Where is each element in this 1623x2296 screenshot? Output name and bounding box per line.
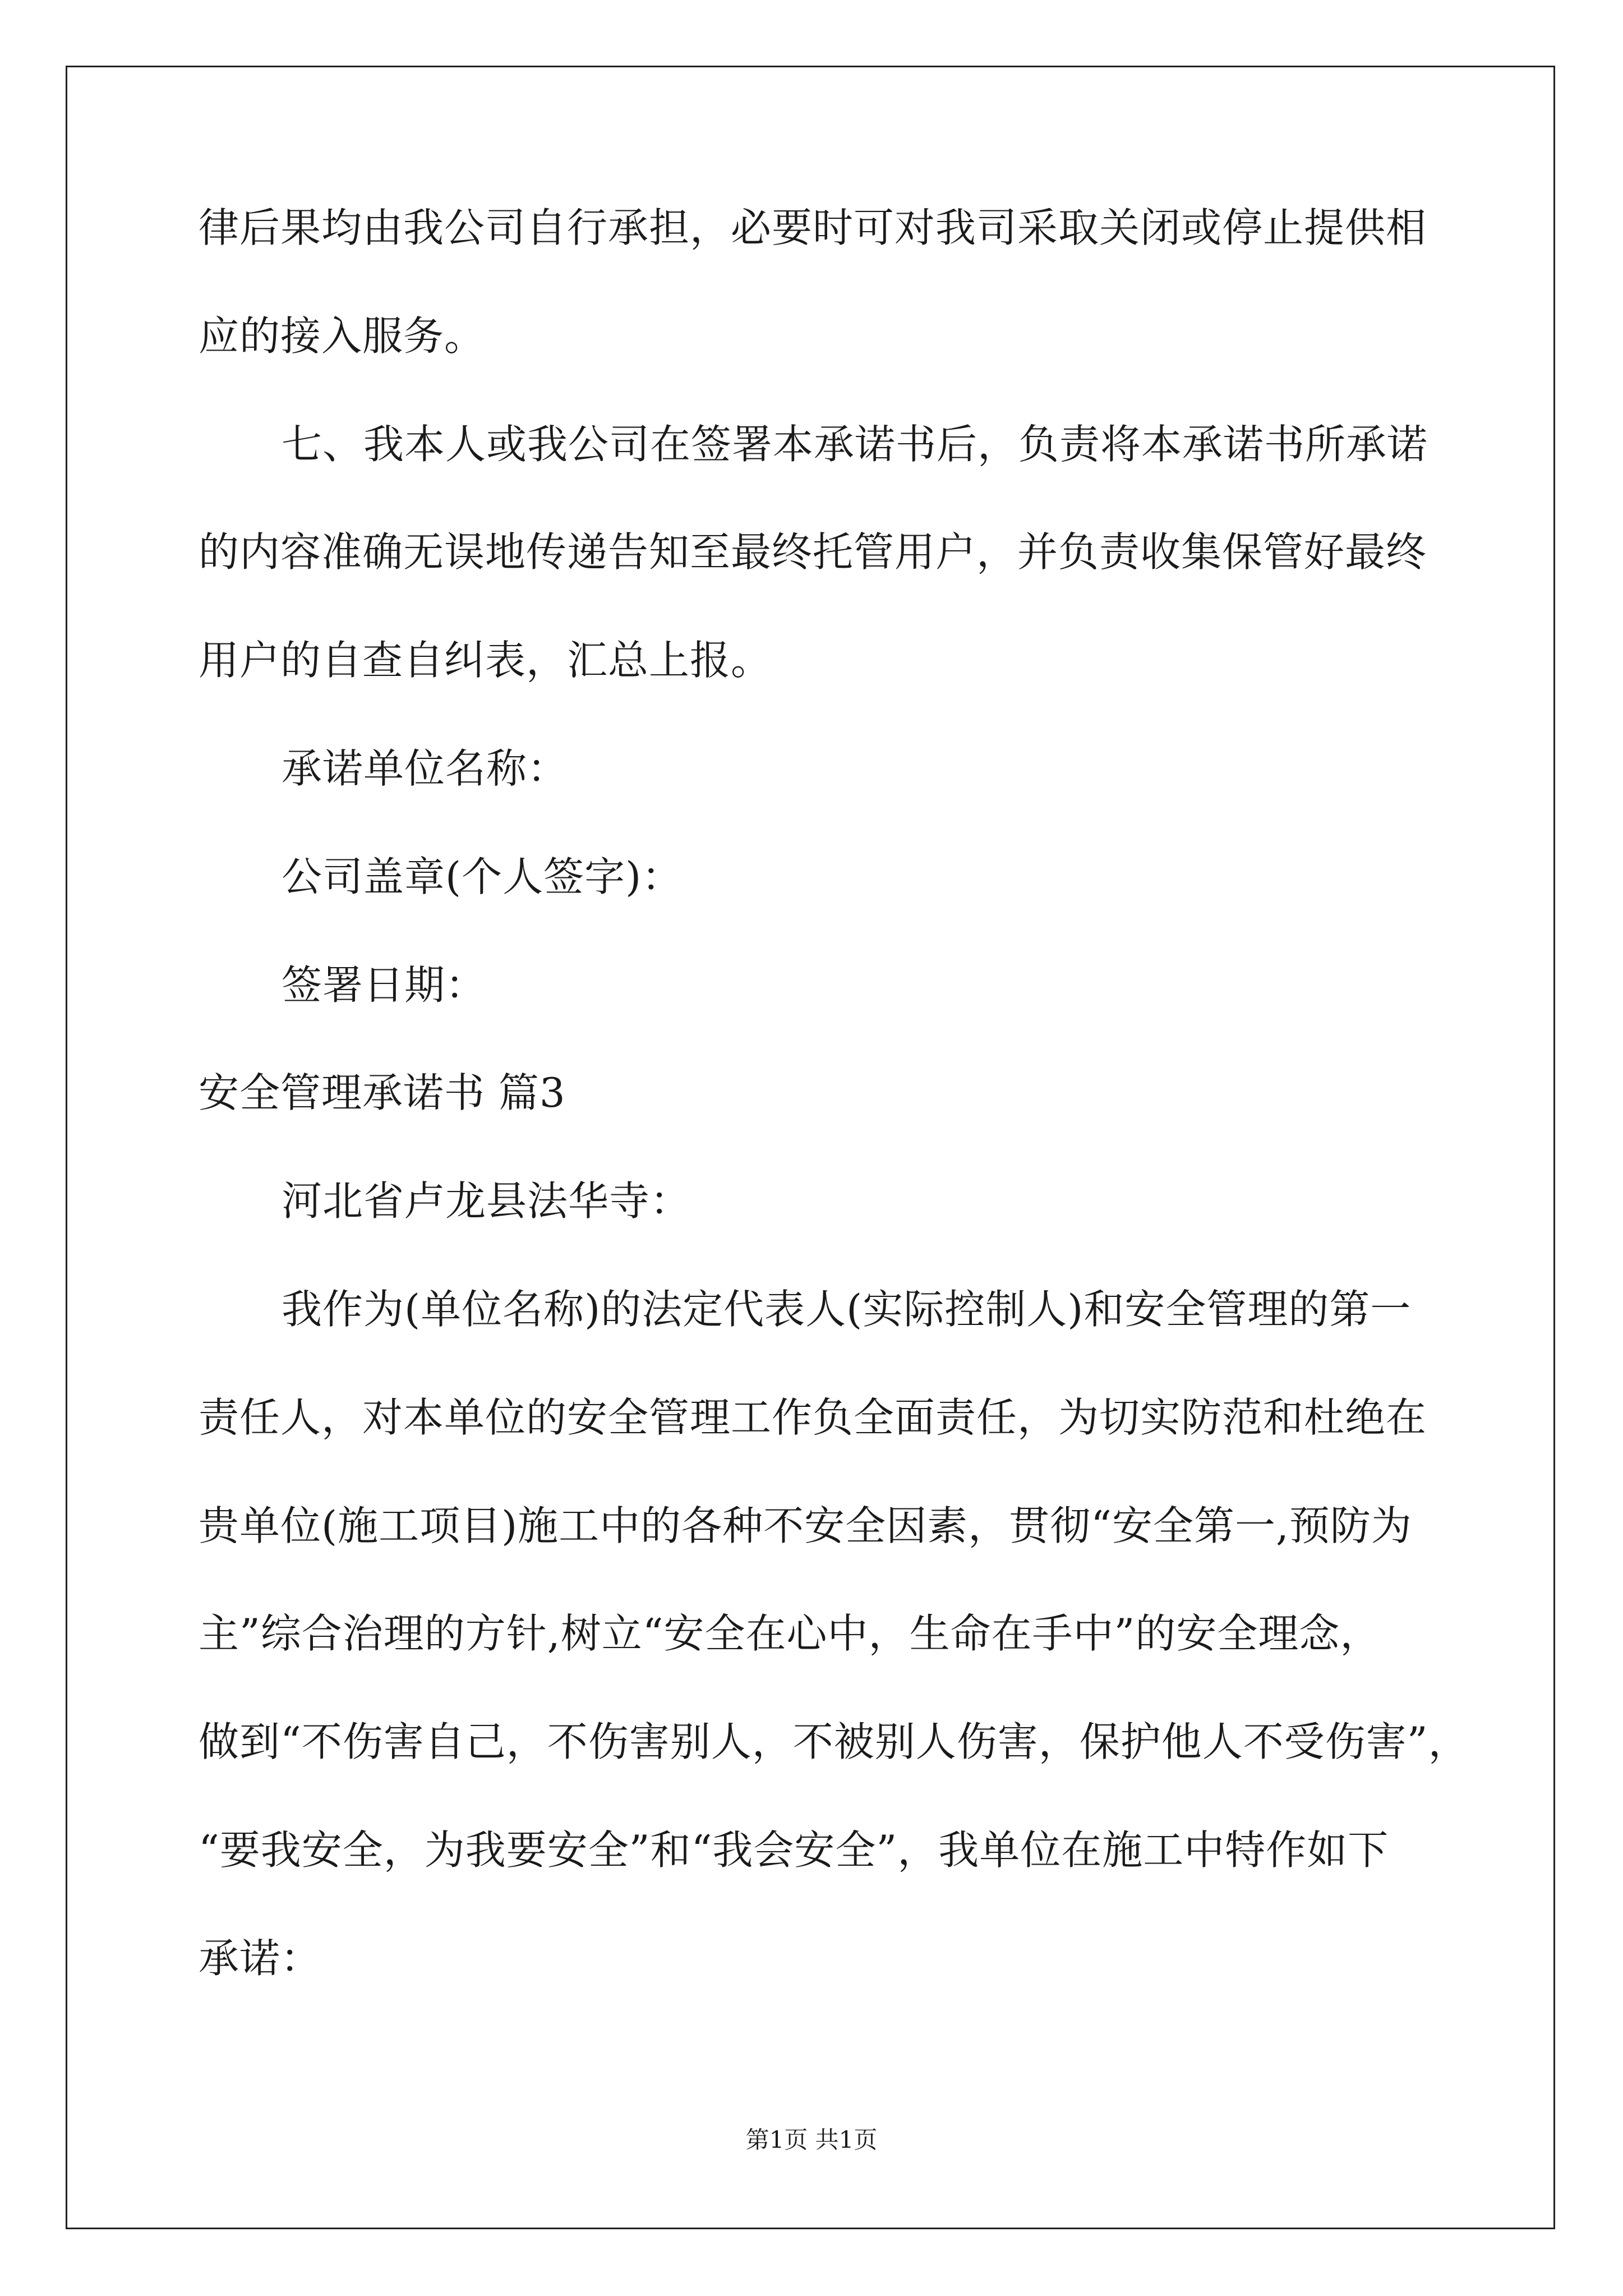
text-line: 责任人，对本单位的安全管理工作负全面责任，为切实防范和杜绝在: [199, 1394, 1427, 1441]
text-line: 主”综合治理的方针,树立“安全在心中，生命在手中”的安全理念，: [199, 1610, 1381, 1657]
text-line: 律后果均由我公司自行承担，必要时可对我司采取关闭或停止提供相: [199, 204, 1427, 251]
salutation: 河北省卢龙县法华寺：: [282, 1177, 691, 1225]
text-line: 我作为(单位名称)的法定代表人(实际控制人)和安全管理的第一: [282, 1286, 1412, 1333]
page-footer: 第1页 共1页: [745, 2126, 878, 2154]
text-line: 用户的自查自纠表，汇总上报。: [199, 637, 772, 684]
signing-date-label: 签署日期：: [282, 961, 487, 1009]
section-heading: 安全管理承诺书 篇3: [199, 1069, 566, 1116]
page-border: [66, 66, 1555, 2229]
text-line: 七、我本人或我公司在签署本承诺书后，负责将本承诺书所承诺: [282, 421, 1428, 468]
text-line: 贵单位(施工项目)施工中的各种不安全因素，贯彻“安全第一,预防为: [199, 1502, 1412, 1549]
text-line: 的内容准确无误地传递告知至最终托管用户，并负责收集保管好最终: [199, 528, 1427, 576]
text-line: “要我安全，为我要安全”和“我会安全”，我单位在施工中特作如下: [199, 1826, 1389, 1874]
text-line: 做到“不伤害自己，不伤害别人，不被别人伤害，保护他人不受伤害”，: [199, 1718, 1469, 1765]
seal-signature-label: 公司盖章(个人签字)：: [282, 853, 683, 900]
signatory-name-label: 承诺单位名称：: [282, 745, 569, 792]
text-line: 应的接入服务。: [199, 312, 486, 360]
text-line: 承诺：: [199, 1935, 322, 1982]
